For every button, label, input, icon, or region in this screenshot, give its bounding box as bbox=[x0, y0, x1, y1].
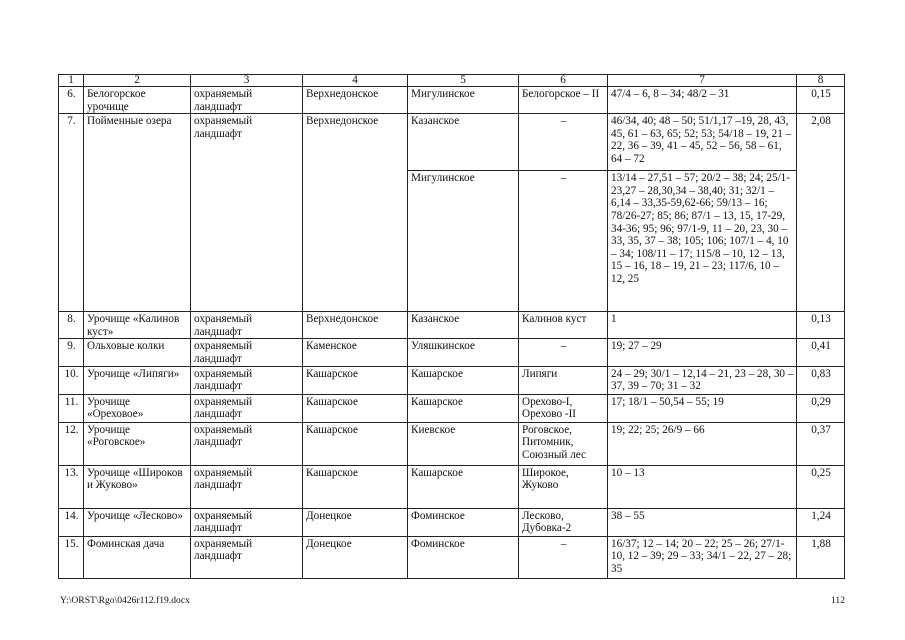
table-row bbox=[59, 312, 845, 339]
plots: 1 bbox=[608, 312, 797, 339]
object-name: Пойменные озера bbox=[84, 114, 191, 312]
object-name: Урочище «Липяги» bbox=[84, 366, 191, 394]
settlement: Казанское bbox=[408, 114, 519, 171]
object-name: Урочище «Широков и Жуково» bbox=[84, 465, 191, 508]
footer-file-path: Y:\ORST\Rgo\0426r112.f19.docx bbox=[60, 595, 190, 606]
plots: 24 – 29; 30/1 – 12,14 – 21, 23 – 28, 30 – 37, 39 – 70; 31 – 32 bbox=[608, 366, 797, 394]
col-header: 2 bbox=[84, 75, 191, 87]
district: Верхнедонское bbox=[303, 87, 408, 114]
district: Верхнедонское bbox=[303, 312, 408, 339]
row-number: 15. bbox=[59, 536, 84, 578]
row-number: 14. bbox=[59, 508, 84, 536]
page-number: 112 bbox=[830, 595, 845, 606]
settlement: Мигулинское bbox=[408, 87, 519, 114]
table-row bbox=[59, 394, 845, 422]
table-row bbox=[59, 366, 845, 394]
area: 0,25 bbox=[797, 465, 845, 508]
district: Донецкое bbox=[303, 508, 408, 536]
category: охраняемый ландшафт bbox=[191, 394, 303, 422]
area: 0,13 bbox=[797, 312, 845, 339]
object-name: Урочище «Лесково» bbox=[84, 508, 191, 536]
table-row bbox=[59, 339, 845, 366]
table-row bbox=[59, 87, 845, 114]
category: охраняемый ландшафт bbox=[191, 465, 303, 508]
row-number: 8. bbox=[59, 312, 84, 339]
header-row bbox=[59, 75, 845, 87]
row-number: 7. bbox=[59, 114, 84, 312]
tract: – bbox=[519, 536, 608, 578]
area: 1,88 bbox=[797, 536, 845, 578]
tract: Калинов куст bbox=[519, 312, 608, 339]
area: 0,41 bbox=[797, 339, 845, 366]
plots: 19; 27 – 29 bbox=[608, 339, 797, 366]
row-number: 11. bbox=[59, 394, 84, 422]
col-header: 4 bbox=[303, 75, 408, 87]
object-name: Урочище «Калинов куст» bbox=[84, 312, 191, 339]
col-header: 5 bbox=[408, 75, 519, 87]
category: охраняемый ландшафт bbox=[191, 114, 303, 312]
area: 0,15 bbox=[797, 87, 845, 114]
district: Кашарское bbox=[303, 422, 408, 465]
row-number: 13. bbox=[59, 465, 84, 508]
tract: Широкое, Жуково bbox=[519, 465, 608, 508]
category: охраняемый ландшафт bbox=[191, 339, 303, 366]
area: 2,08 bbox=[797, 114, 845, 312]
plots: 38 – 55 bbox=[608, 508, 797, 536]
plots: 47/4 – 6, 8 – 34; 48/2 – 31 bbox=[608, 87, 797, 114]
col-header: 8 bbox=[797, 75, 845, 87]
tract: – bbox=[519, 114, 608, 171]
tract: Роговское, Питомник, Союзный лес bbox=[519, 422, 608, 465]
plots: 16/37; 12 – 14; 20 – 22; 25 – 26; 27/1-10, 12 – 39; 29 – 33; 34/1 – 22, 27 – 28; 35 bbox=[608, 536, 797, 578]
table-row bbox=[59, 536, 845, 578]
district: Кашарское bbox=[303, 394, 408, 422]
category: охраняемый ландшафт bbox=[191, 508, 303, 536]
tract: Липяги bbox=[519, 366, 608, 394]
row-number: 10. bbox=[59, 366, 84, 394]
table-row bbox=[59, 465, 845, 508]
category: охраняемый ландшафт bbox=[191, 87, 303, 114]
object-name: Белогорское урочище bbox=[84, 87, 191, 114]
tract: Лесково, Дубовка-2 bbox=[519, 508, 608, 536]
table-row bbox=[59, 114, 845, 171]
object-name: Фоминская дача bbox=[84, 536, 191, 578]
plots: 19; 22; 25; 26/9 – 66 bbox=[608, 422, 797, 465]
object-name: Ольховые колки bbox=[84, 339, 191, 366]
tract: – bbox=[519, 171, 608, 312]
row-number: 12. bbox=[59, 422, 84, 465]
plots: 46/34, 40; 48 – 50; 51/1,17 –19, 28, 43, 45, 61 – 63, 65; 52; 53; 54/18 – 19, 21 – 22, 36 – 39, 41 – 45, 52 – 56, 58 – 61, 64 – 72 bbox=[608, 114, 797, 171]
object-name: Урочище «Роговское» bbox=[84, 422, 191, 465]
tract: Белогорское – II bbox=[519, 87, 608, 114]
district: Верхнедонское bbox=[303, 114, 408, 312]
settlement: Кашарское bbox=[408, 394, 519, 422]
settlement: Фоминское bbox=[408, 536, 519, 578]
settlement: Фоминское bbox=[408, 508, 519, 536]
district: Кашарское bbox=[303, 366, 408, 394]
tract: – bbox=[519, 339, 608, 366]
object-name: Урочище «Ореховое» bbox=[84, 394, 191, 422]
district: Донецкое bbox=[303, 536, 408, 578]
row-number: 6. bbox=[59, 87, 84, 114]
category: охраняемый ландшафт bbox=[191, 312, 303, 339]
area: 1,24 bbox=[797, 508, 845, 536]
district: Кашарское bbox=[303, 465, 408, 508]
settlement: Уляшкинское bbox=[408, 339, 519, 366]
settlement: Кашарское bbox=[408, 366, 519, 394]
settlement: Мигулинское bbox=[408, 171, 519, 312]
district: Каменское bbox=[303, 339, 408, 366]
settlement: Казанское bbox=[408, 312, 519, 339]
row-number: 9. bbox=[59, 339, 84, 366]
settlement: Кашарское bbox=[408, 465, 519, 508]
table-row bbox=[59, 508, 845, 536]
plots: 10 – 13 bbox=[608, 465, 797, 508]
data-table bbox=[58, 74, 845, 579]
col-header: 6 bbox=[519, 75, 608, 87]
category: охраняемый ландшафт bbox=[191, 422, 303, 465]
category: охраняемый ландшафт bbox=[191, 536, 303, 578]
col-header: 7 bbox=[608, 75, 797, 87]
area: 0,29 bbox=[797, 394, 845, 422]
area: 0,37 bbox=[797, 422, 845, 465]
category: охраняемый ландшафт bbox=[191, 366, 303, 394]
plots: 17; 18/1 – 50,54 – 55; 19 bbox=[608, 394, 797, 422]
settlement: Киевское bbox=[408, 422, 519, 465]
tract: Орехово-I, Орехово -II bbox=[519, 394, 608, 422]
table-row bbox=[59, 422, 845, 465]
col-header: 1 bbox=[59, 75, 84, 87]
area: 0,83 bbox=[797, 366, 845, 394]
col-header: 3 bbox=[191, 75, 303, 87]
plots: 13/14 – 27,51 – 57; 20/2 – 38; 24; 25/1-23,27 – 28,30,34 – 38,40; 31; 32/1 – 6,14 – 33,35-59,62-66; 59/13 – 16; 78/26-27; 85; 86; 87/1 – 13, 15, 17-29, 34-36; 95; 96; 97/1-9, 11 – 20, 23, 30 – 33, 35, 37 – 38; 105; 106; 107/1 – 4, 10 – 34; 108/11 – 17; 115/8 – 10, 12 – 13, 15 – 16, 18 – 19, 21 – 23; 117/6, 10 – 12, 25 bbox=[608, 171, 797, 312]
